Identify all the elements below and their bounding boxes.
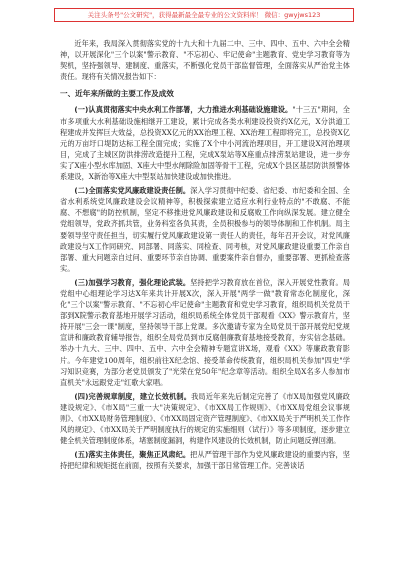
paragraph-lead: (三)加强学习教育，强化理论武装。 — [74, 277, 191, 287]
paragraph-lead: (五)落实主体责任，聚焦正风肃纪。 — [74, 450, 191, 460]
paragraph-text: 我局近年来先后制定完善了《市X局加强党风廉政建设规定》、《市X局"三重一大"决策规定》、《市XX局工作规则》、《市XX局党组会议事规则》、《市XX局财务管理制度》、《市XX局固定资产管理制度》、《市XX局关于严明机关工作作风的规定》、《市XX局关于严明制度执行的规定的实施细则（试行）》等多项制度，逐步建立健全机关管理制度体系，堵塞制度漏洞，构建作风建设的长效机制，防止问题反弹回潮。 — [60, 391, 351, 446]
paragraph-text: 把从严管理干部作为党风廉政建设的重要内容，坚持把纪律和规矩挺在前面，按照有关要求，加强干部日常管理工作。完善谈话 — [60, 450, 350, 471]
header-banner: 关注头条号"公文研究"，获得最新最全最专业的公文资料库！ 微信：gwyjws123 — [54, 8, 354, 22]
paragraph-text: "十三五"期间，全市多项重大水利基础设施相继开工建设，累计完成各类水利建设投资约X亿元，X分洪道工程建成并发挥巨大效益，总投资XX亿元的XX治理工程、XX治理工程即将完工，总投资X亿元的万亩圩口堤防达标工程全面完成；实施了X个中小河流治理项目，开工建设X河治理项目，完成了主城区防洪排涝改造提升工程，完成X泵站等X座重点排涝泵站建设，进一步夯实了X座小型水库加固、X座大中型水闸除险加固等骨干工程，完成X个县区基层防洪预警体系建设，X新治等X座大中型泵站加快建设或加快推进。 — [60, 105, 350, 182]
document-body — [60, 38, 350, 471]
paragraph-item-4 — [60, 391, 350, 446]
intro-paragraph: 近年来，我局深入贯彻落实党的十九大和十九届二中、三中、四中、五中、六中全会精神，以开展深化"三个以案"警示教育、"不忘初心、牢记使命"主题教育、党史学习教育等为契机，坚持强领导、建制度、重落实，不断强化党员干部监督管理，全面落实从严治党主体责任。现将有关情况报告如下： — [60, 39, 350, 82]
paragraph-item-3 — [60, 277, 350, 388]
paragraph-lead: (四)完善规章制度，建立长效机制。 — [74, 391, 192, 401]
paragraph-item-1 — [60, 104, 350, 182]
section-heading: 一、近年来所做的主要工作及成效 — [60, 89, 174, 99]
paragraph-text: 深入学习贯彻中纪委、省纪委、市纪委和全国、全省水利系统党风廉政建设会议精神等，积极探索建立适应水利行业特点的"不敢腐、不能腐、不想腐"的防控机制，坚定不移推进党风廉政建设和反腐败工作向纵深发展。建立健全党组领导，党政齐抓共管，业务科室各负其责，全员积极参与的领导体制和工作机制。局主要领导坚守责任担当，切实履行党风廉政建设第一责任人的责任，每年召开会议，对党风廉政建设与X工作同研究、同部署、同落实、同检查、同考核，对党风廉政建设重要工作亲自部署、重大问题亲自过问、重要环节亲自协调、重要案件亲自督办，重要部署、更抓检查落实。 — [60, 186, 350, 273]
paragraph-text: 坚持把学习教育放在首位，深入开展党性教育。局党组中心组理论学习达X年来共计开展X次，深入开展"两学一做"教育常态化制度化，深化"三个以案"警示教育、"不忘初心牢记使命"主题教育和党史学习教育，组织局机关党员干部到X院警示教育基地开展学习活动，组织局系统全体党员干部观看《XX》警示教育片，坚持开展"三会一课"制度，坚持领导干部上党课。多次邀请专家为全局党员干部开展党纪党规宣讲和廉政教育辅导报告，组织全局党员到市反腐倡廉教育基地接受教育，夯实信念基础。举办十九大、三中、四中、五中、六中全会精神专题宣讲X场，观看《XX》等廉政教育影片。今年建党100周年，组织前往X纪念馆、接受革命传统教育，组织局机关参加"四史"学习知识竞赛，为部分老党员颁发了"光荣在党50年"纪念章等活动。组织全局X名多人参加市直机关"永远跟党走"红歌大家唱。 — [60, 277, 350, 387]
paragraph-lead: (一)认真贯彻落实中央水利工作部署，大力推进水利基础设施建设。 — [74, 105, 293, 115]
paragraph-item-5 — [60, 449, 350, 471]
paragraph-lead: (二)全面落实党风廉政建设责任制。 — [74, 186, 191, 196]
paragraph-item-2 — [60, 185, 350, 274]
